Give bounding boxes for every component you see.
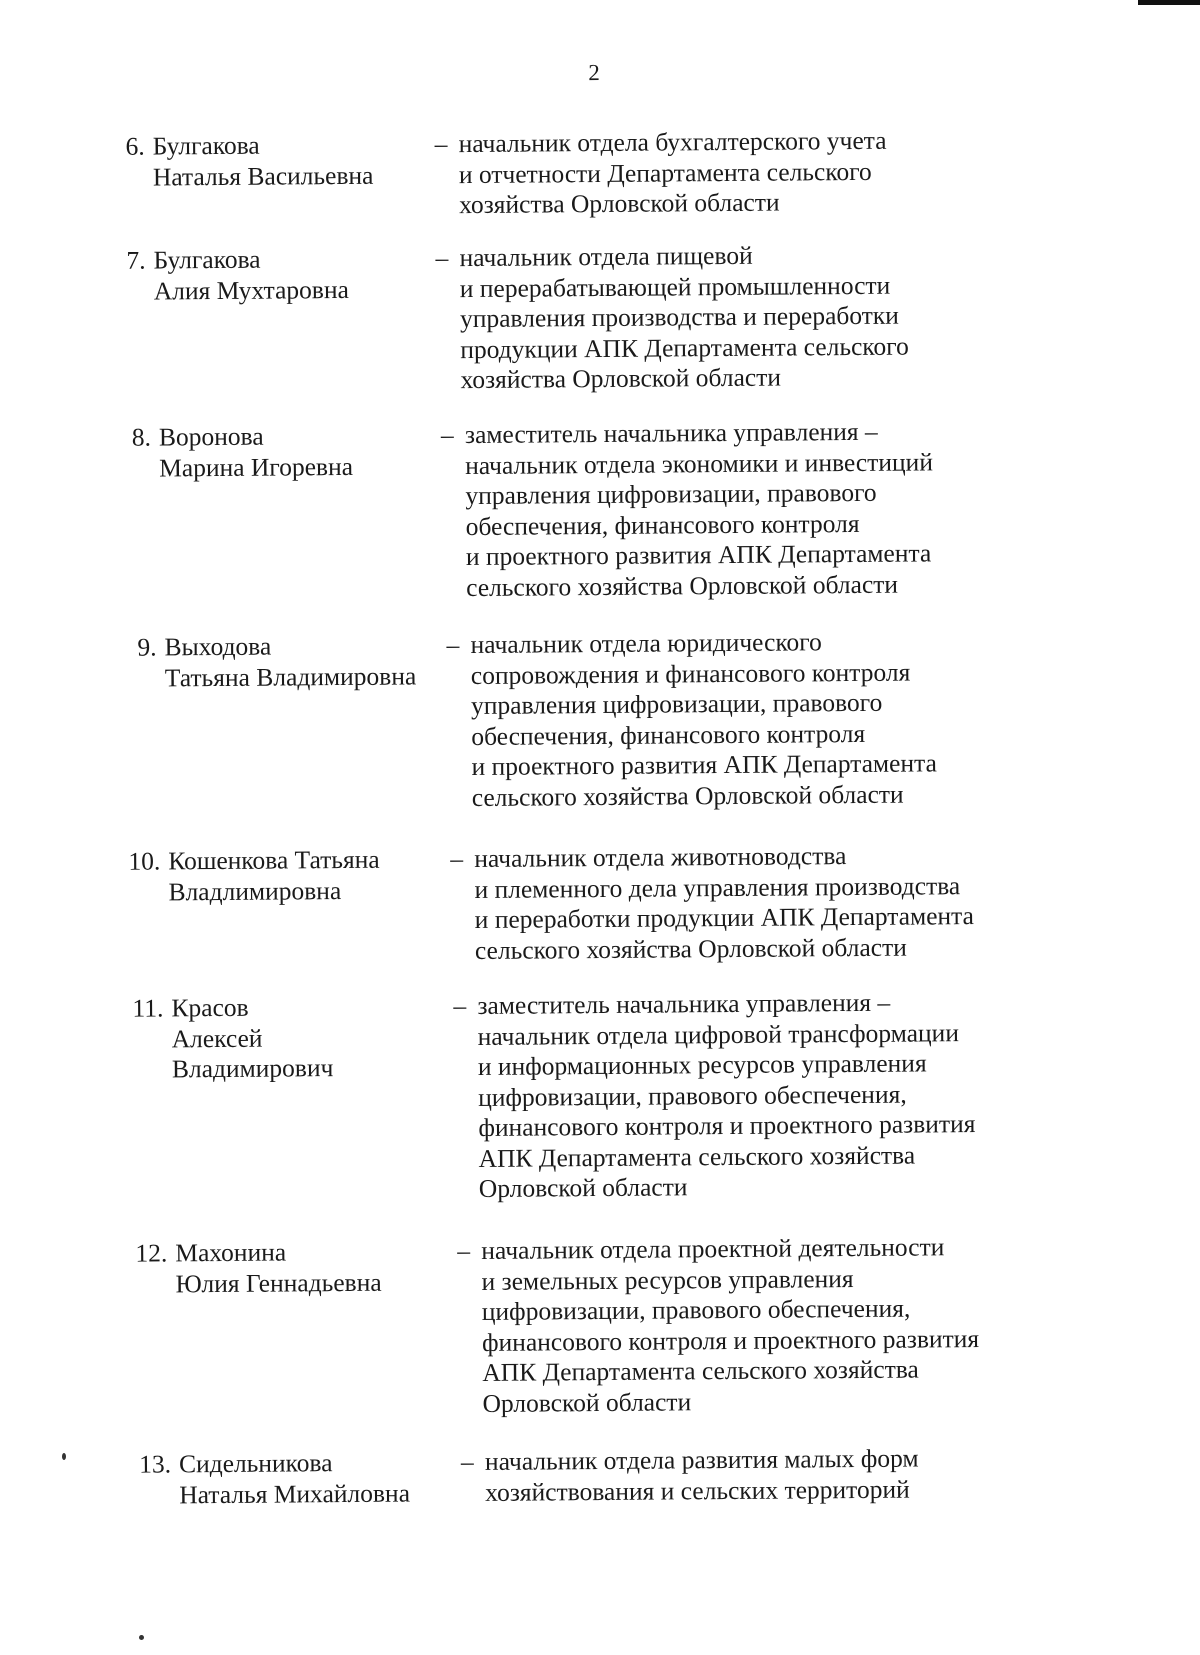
person-name: Булгакова Алия Мухтаровна [153,244,349,305]
item-number: 11. [132,993,164,1023]
dash-separator: – [440,420,454,450]
position-description: начальник отдела животноводства и племенного дела управления производства и переработки продукции АПК Департамента сельского хозяйства Орловской области [474,841,975,965]
position-description: начальник отдела бухгалтерского учета и отчетности Департамента сельского хозяйства Орловской области [458,125,887,220]
item-number: 10. [128,846,161,876]
item-number: 12. [135,1238,168,1268]
dash-separator: – [446,630,460,660]
position-description: начальник отдела пищевой и перерабатывающей промышленности управления производства и переработки продукции АПК Департамента сельского хозяйства Орловской области [459,240,909,395]
person-name: Красов Алексей Владимирович [171,992,334,1084]
person-name: Сидельникова Наталья Михайловна [178,1448,411,1509]
page-number: 2 [588,59,600,86]
item-number: 8. [131,422,152,452]
scan-speck [139,1635,144,1640]
position-description: начальник отдела проектной деятельности и земельных ресурсов управления цифровизации, правового обеспечения, финансового контроля и проектного развития АПК Департамента сельского хозяйства Орловской области [481,1232,980,1418]
dash-separator: – [435,243,449,273]
person-name: Булгакова Наталья Васильевна [152,130,374,191]
item-number: 13. [139,1449,172,1479]
position-description: заместитель начальника управления – начальник отдела экономики и инвестиций управления цифровизации, правового обеспечения, финансового контроля и проектного развития АПК Департамента сельского хозяйства Орловской области [464,416,934,602]
dash-separator: – [460,1447,474,1477]
position-description: начальник отдела юридического сопровождения и финансового контроля управления цифровизации, правового обеспечения, финансового контроля и проектного развития АПК Департамента сельского хозяйства Орловской области [470,627,937,812]
position-description: начальник отдела развития малых форм хозяйствования и сельских территорий [484,1443,919,1507]
person-name: Махонина Юлия Геннадьевна [175,1237,382,1298]
position-description: заместитель начальника управления – начальник отдела цифровой трансформации и информационных ресурсов управления цифровизации, правового обеспечения, финансового контроля и проектного развития АПК Департамента сельского хозяйства Орловской области [477,987,976,1203]
scan-speck [62,1453,66,1460]
dash-separator: – [453,991,467,1021]
item-number: 7. [126,245,146,275]
item-number: 9. [137,632,157,662]
person-name: Выходова Татьяна Владимировна [164,631,417,692]
dash-separator: – [434,129,448,159]
item-number: 6. [125,131,145,161]
person-name: Кошенкова Татьяна Владлимировна [168,844,380,906]
person-name: Воронова Марина Игоревна [158,421,354,482]
dash-separator: – [450,844,464,874]
dash-separator: – [457,1236,471,1266]
